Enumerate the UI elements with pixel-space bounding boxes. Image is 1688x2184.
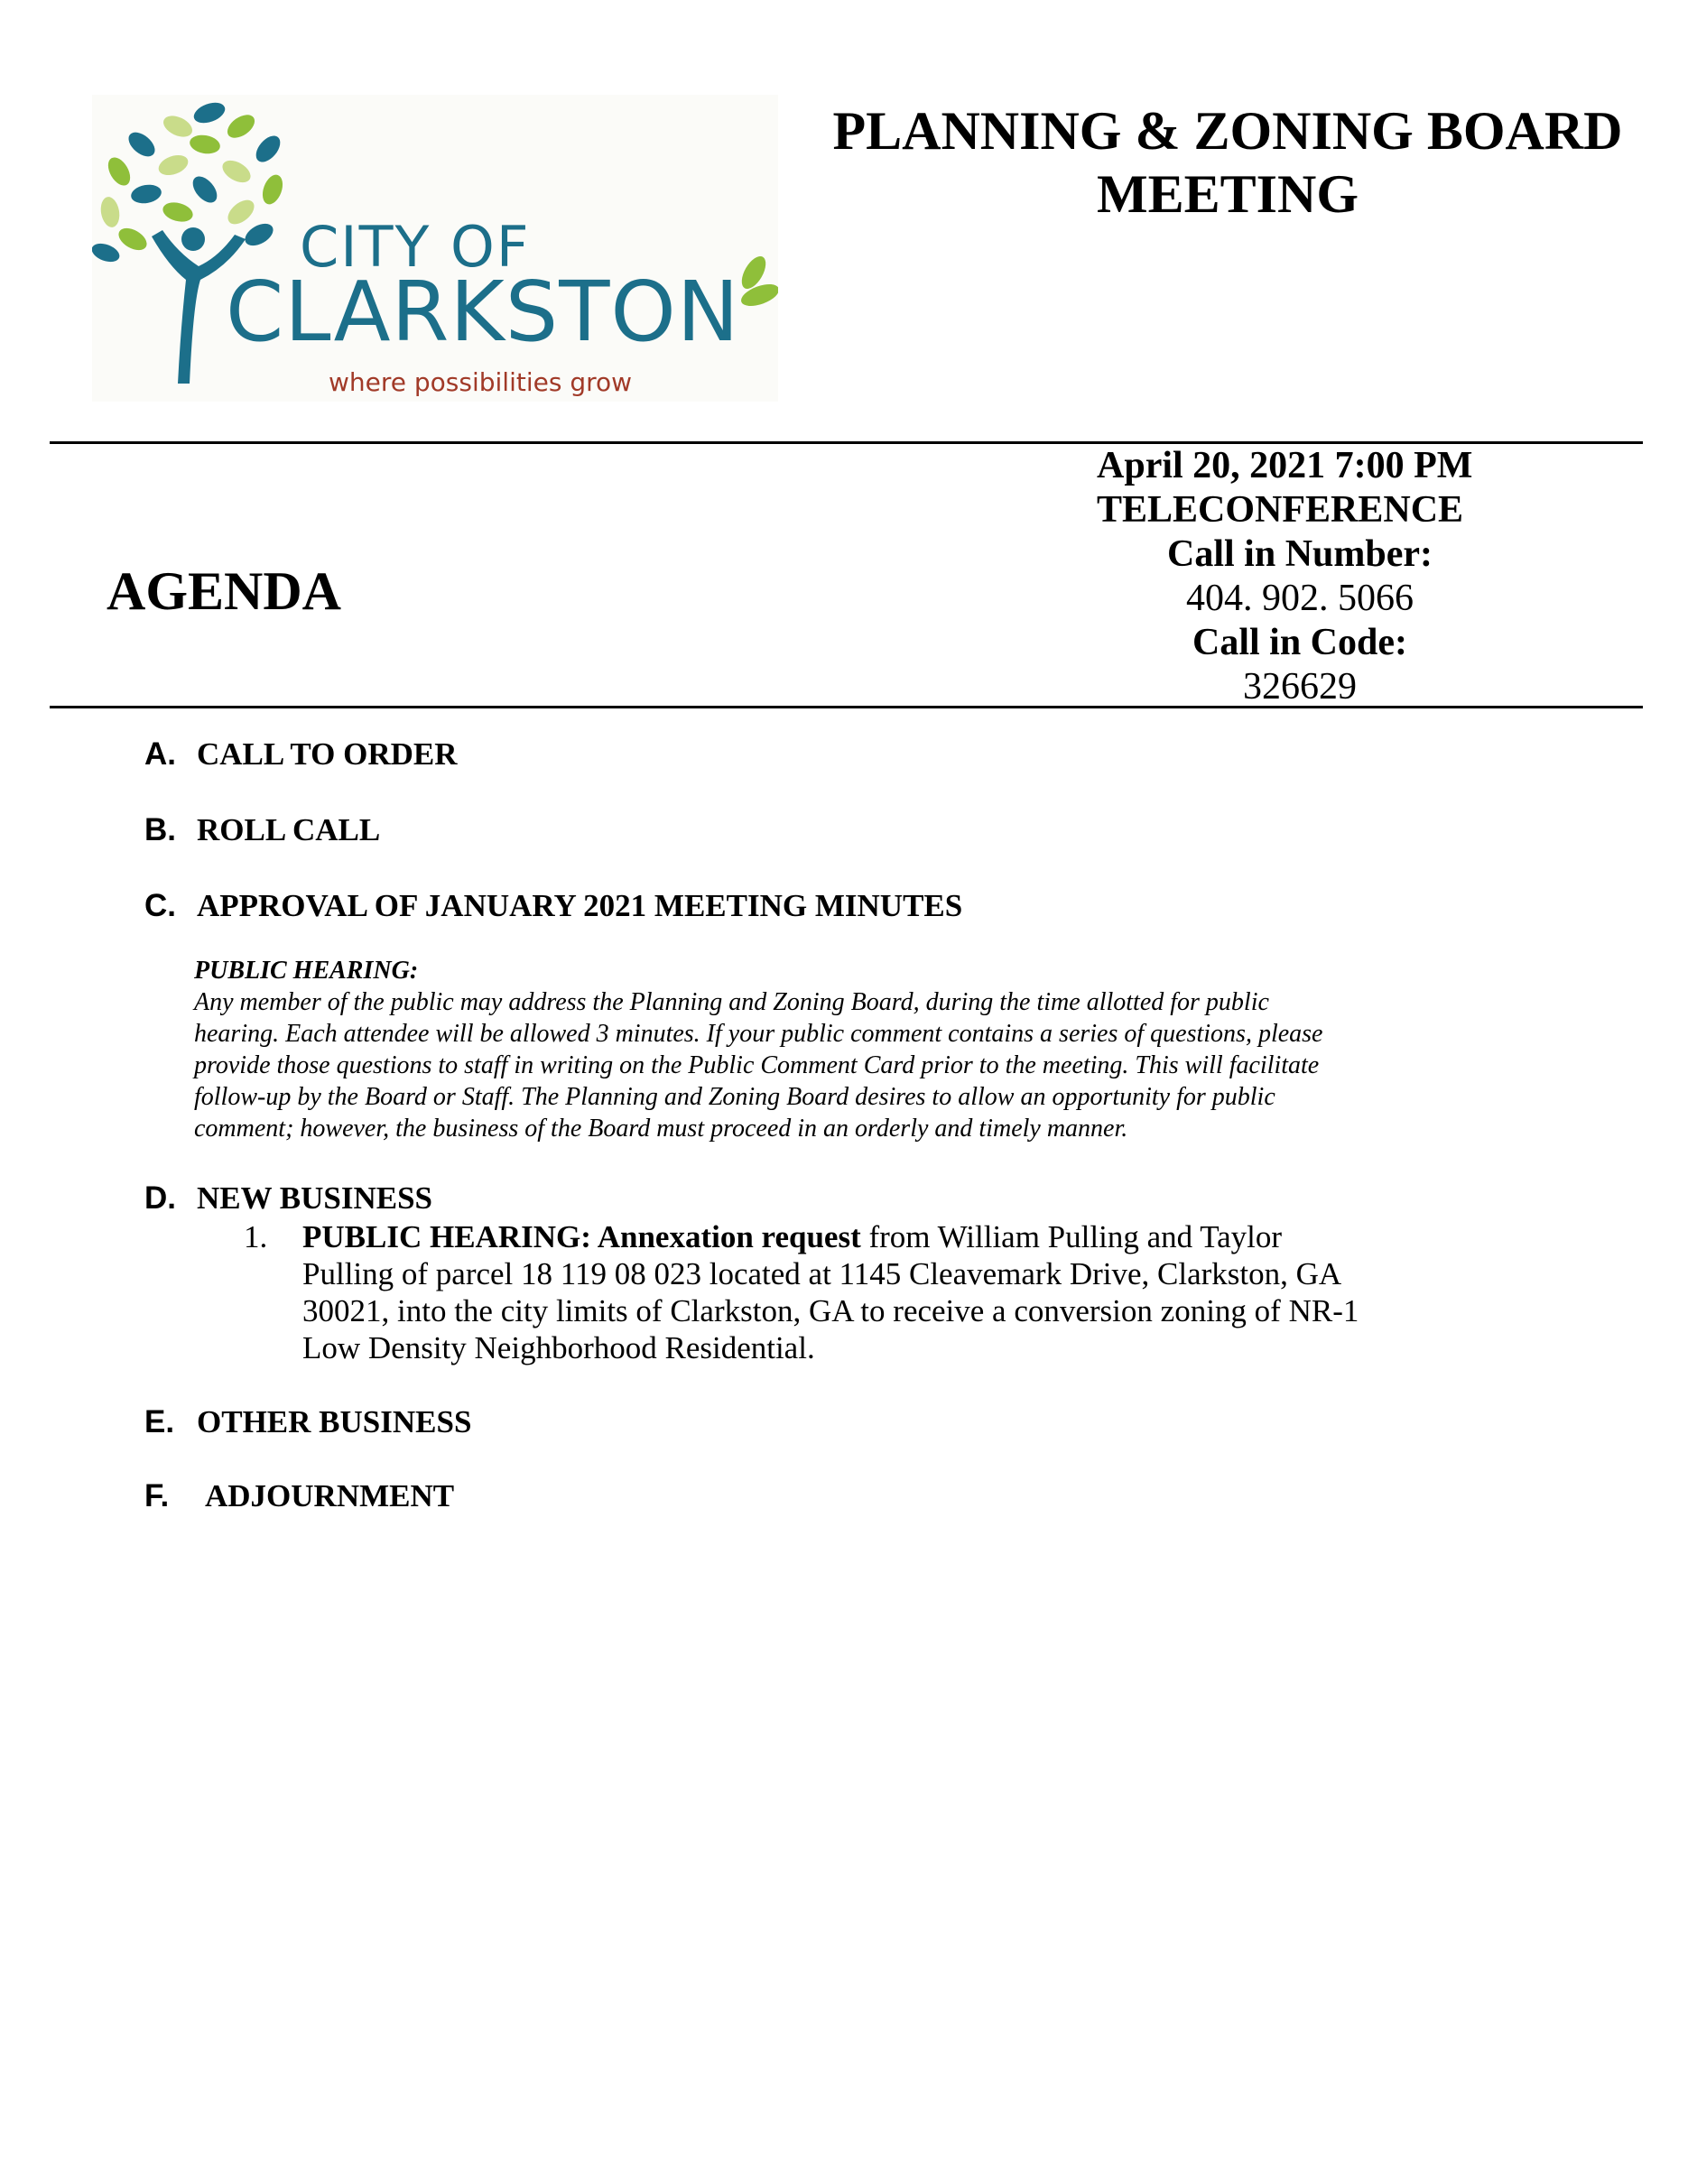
city-logo (92, 95, 778, 402)
call-number-label: Call in Number: (1167, 533, 1433, 575)
new-business-item-line: Pulling of parcel 18 119 08 023 located at 1145 Cleavemark Drive, Clarkston, GA (302, 1256, 1342, 1291)
new-business-item-line: from William Pulling and Taylor (860, 1219, 1283, 1254)
agenda-item-other-business (144, 1406, 471, 1438)
board-title-line1: PLANNING & ZONING BOARD (832, 101, 1623, 161)
public-hearing-line: comment; however, the business of the Board must proceed in an orderly and timely manner. (194, 1115, 1128, 1143)
agenda-item-adjournment (144, 1480, 454, 1512)
call-number: 404. 902. 5066 (1186, 578, 1414, 619)
new-business-item-line: 30021, into the city limits of Clarkston, GA to receive a conversion zoning of NR-1 (302, 1293, 1359, 1328)
agenda-item-letter: D. (144, 1180, 176, 1216)
public-hearing-line: follow-up by the Board or Staff. The Planning and Zoning Board desires to allow an opportunity for public (194, 1083, 1275, 1111)
board-title (812, 99, 1643, 226)
new-business-item-number: 1. (244, 1219, 268, 1254)
agenda-item-letter: E. (144, 1404, 175, 1439)
logo-city-name-text: CLARKSTON (226, 264, 740, 360)
public-hearing-title: PUBLIC HEARING: (194, 957, 419, 985)
meeting-venue: TELECONFERENCE (1097, 489, 1464, 531)
new-business-item (244, 1218, 1417, 1366)
agenda-item-letter: F. (144, 1478, 170, 1513)
agenda-item-text: ROLL CALL (197, 812, 381, 847)
agenda-item-letter: A. (144, 736, 176, 772)
agenda-item-call-to-order (144, 738, 458, 770)
new-business-item-lead: PUBLIC HEARING: Annexation request (302, 1219, 861, 1254)
agenda-item-approval-minutes (144, 890, 962, 921)
public-hearing-line: hearing. Each attendee will be allowed 3 minutes. If your public comment contains a series of questions, please (194, 1020, 1323, 1048)
agenda-item-letter: B. (144, 812, 176, 847)
agenda-item-text: NEW BUSINESS (197, 1180, 432, 1216)
agenda-item-text: OTHER BUSINESS (197, 1404, 472, 1439)
call-code: 326629 (1243, 666, 1357, 708)
board-title-line2: MEETING (1096, 164, 1359, 224)
meeting-datetime: April 20, 2021 7:00 PM (1097, 445, 1473, 486)
agenda-item-text: CALL TO ORDER (197, 736, 458, 772)
agenda-item-roll-call (144, 814, 380, 846)
meeting-info (1074, 444, 1526, 709)
agenda-item-text: ADJOURNMENT (205, 1478, 455, 1513)
agenda-item-new-business (144, 1182, 432, 1214)
bottom-divider (50, 706, 1643, 708)
public-hearing-notice (194, 955, 1440, 1144)
public-hearing-line: Any member of the public may address the Planning and Zoning Board, during the time allotted for public (194, 988, 1269, 1016)
logo-city-of-text: CITY OF (300, 214, 531, 280)
call-code-label: Call in Code: (1192, 622, 1407, 663)
agenda-item-letter: C. (144, 888, 176, 923)
agenda-heading: AGENDA (107, 561, 342, 621)
new-business-item-line: Low Density Neighborhood Residential. (302, 1330, 815, 1365)
logo-tagline: where possibilities grow (329, 367, 633, 397)
agenda-item-text: APPROVAL OF JANUARY 2021 MEETING MINUTES (197, 888, 963, 923)
public-hearing-line: provide those questions to staff in writing on the Public Comment Card prior to the meeting. This will facilitate (194, 1051, 1320, 1079)
